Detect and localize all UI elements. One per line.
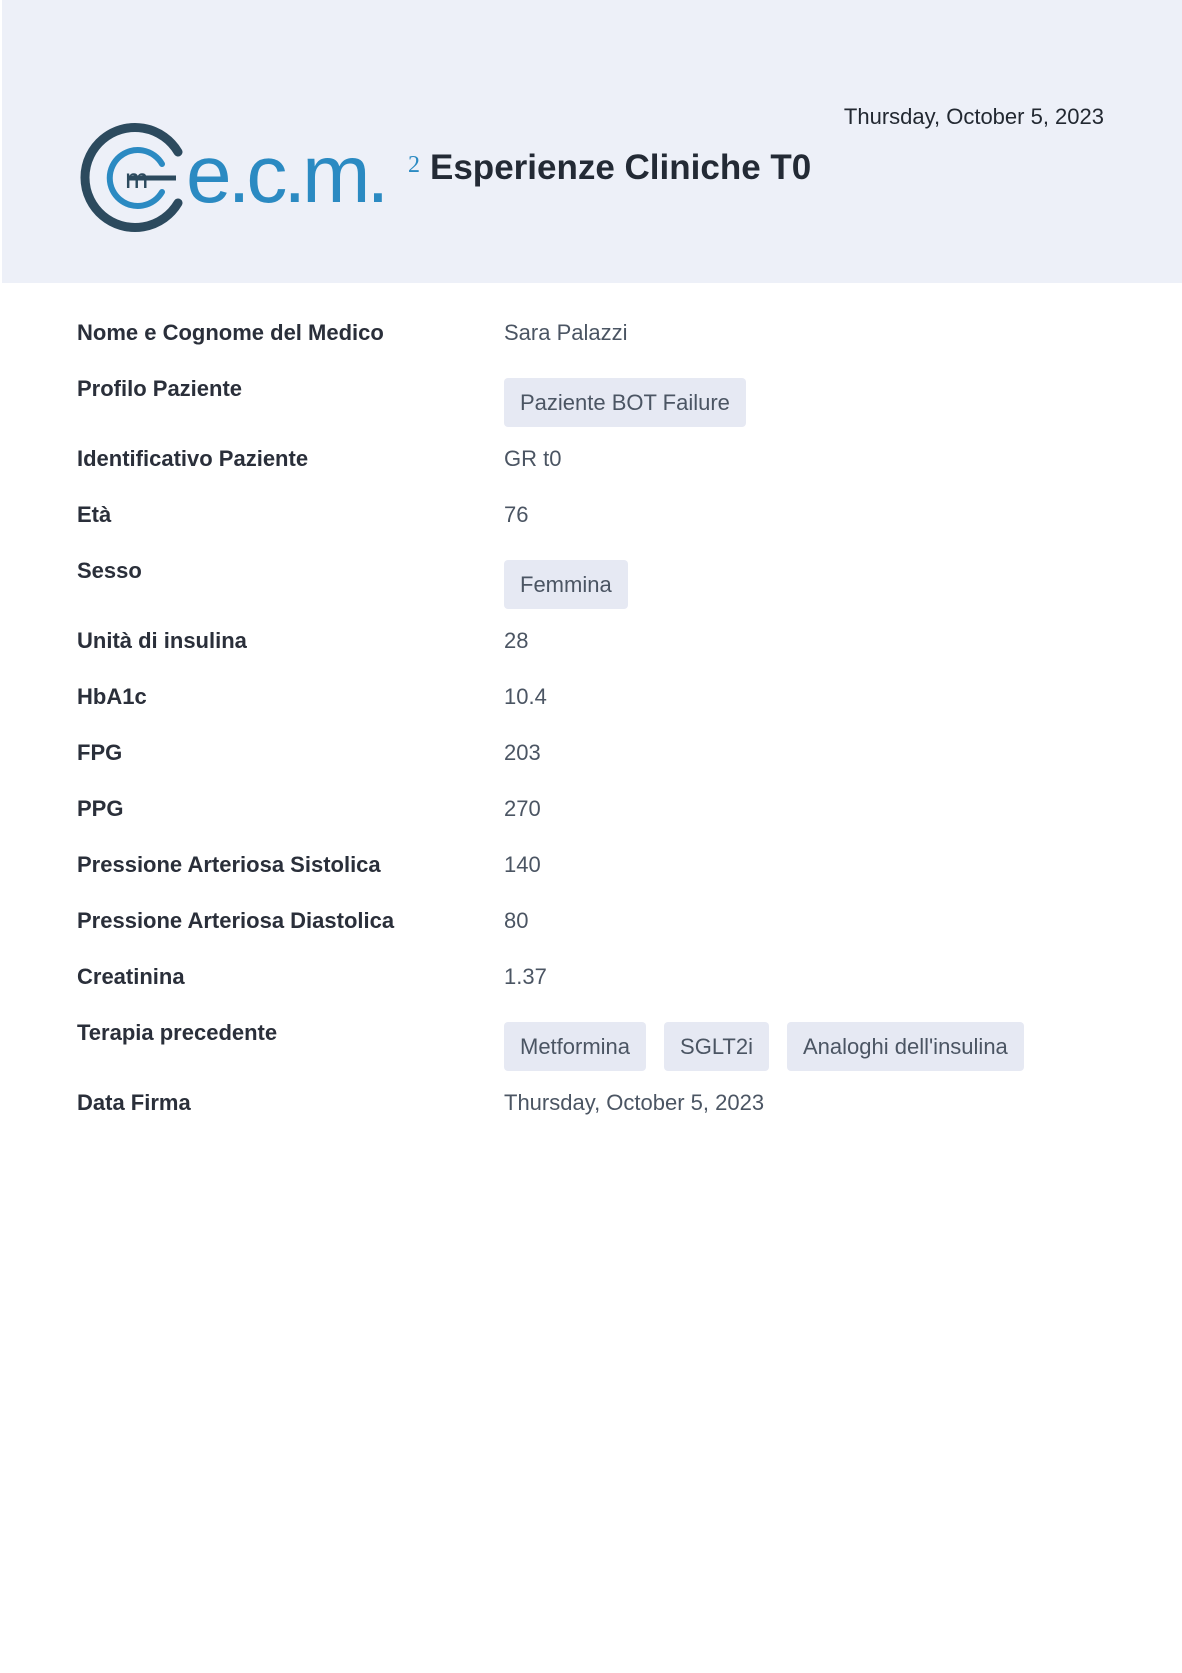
tags-sesso xyxy=(504,560,628,609)
row-insulina xyxy=(77,624,1107,680)
value-sistolica: 140 xyxy=(504,852,541,877)
row-eta xyxy=(77,498,1107,554)
tag-terapia-sglt2i: SGLT2i xyxy=(664,1022,769,1071)
patient-form xyxy=(77,316,1107,1142)
value-medico: Sara Palazzi xyxy=(504,320,628,345)
row-data-firma xyxy=(77,1086,1107,1142)
logo-inner-letter: m xyxy=(125,163,149,194)
row-hba1c xyxy=(77,680,1107,736)
row-ppg xyxy=(77,792,1107,848)
tags-terapia xyxy=(504,1022,1024,1071)
value-insulina: 28 xyxy=(504,628,529,653)
label-insulina: Unità di insulina xyxy=(77,628,247,653)
row-terapia xyxy=(77,1016,1107,1086)
value-data-firma: Thursday, October 5, 2023 xyxy=(504,1090,765,1115)
value-eta: 76 xyxy=(504,502,529,527)
tag-sesso: Femmina xyxy=(504,560,628,609)
label-sistolica: Pressione Arteriosa Sistolica xyxy=(77,852,381,877)
logo-superscript: 2 xyxy=(408,152,420,178)
label-terapia: Terapia precedente xyxy=(77,1020,278,1045)
label-ppg: PPG xyxy=(77,796,124,821)
row-sistolica xyxy=(77,848,1107,904)
label-diastolica: Pressione Arteriosa Diastolica xyxy=(77,908,395,933)
row-creatinina xyxy=(77,960,1107,1016)
tag-terapia-metformina: Metformina xyxy=(504,1022,646,1071)
ecm-logo xyxy=(78,120,418,235)
row-fpg xyxy=(77,736,1107,792)
value-creatinina: 1.37 xyxy=(504,964,547,989)
row-sesso xyxy=(77,554,1107,624)
tags-profilo xyxy=(504,378,746,427)
value-diastolica: 80 xyxy=(504,908,529,933)
header xyxy=(2,0,1182,283)
label-identificativo: Identificativo Paziente xyxy=(77,446,309,471)
row-medico xyxy=(77,316,1107,372)
label-medico: Nome e Cognome del Medico xyxy=(77,320,384,345)
label-profilo: Profilo Paziente xyxy=(77,376,243,401)
header-date: Thursday, October 5, 2023 xyxy=(843,104,1104,129)
logo-text: e.c.m. xyxy=(186,129,386,220)
row-diastolica xyxy=(77,904,1107,960)
label-creatinina: Creatinina xyxy=(77,964,185,989)
label-hba1c: HbA1c xyxy=(77,684,147,709)
tag-terapia-analoghi: Analoghi dell'insulina xyxy=(787,1022,1024,1071)
tag-profilo: Paziente BOT Failure xyxy=(504,378,746,427)
label-fpg: FPG xyxy=(77,740,123,765)
label-sesso: Sesso xyxy=(77,558,142,583)
label-data-firma: Data Firma xyxy=(77,1090,191,1115)
value-ppg: 270 xyxy=(504,796,541,821)
value-fpg: 203 xyxy=(504,740,541,765)
label-eta: Età xyxy=(77,502,112,527)
page-title: Esperienze Cliniche T0 xyxy=(430,148,812,187)
row-identificativo xyxy=(77,442,1107,498)
row-profilo xyxy=(77,372,1107,442)
value-hba1c: 10.4 xyxy=(504,684,547,709)
value-identificativo: GR t0 xyxy=(504,446,562,471)
